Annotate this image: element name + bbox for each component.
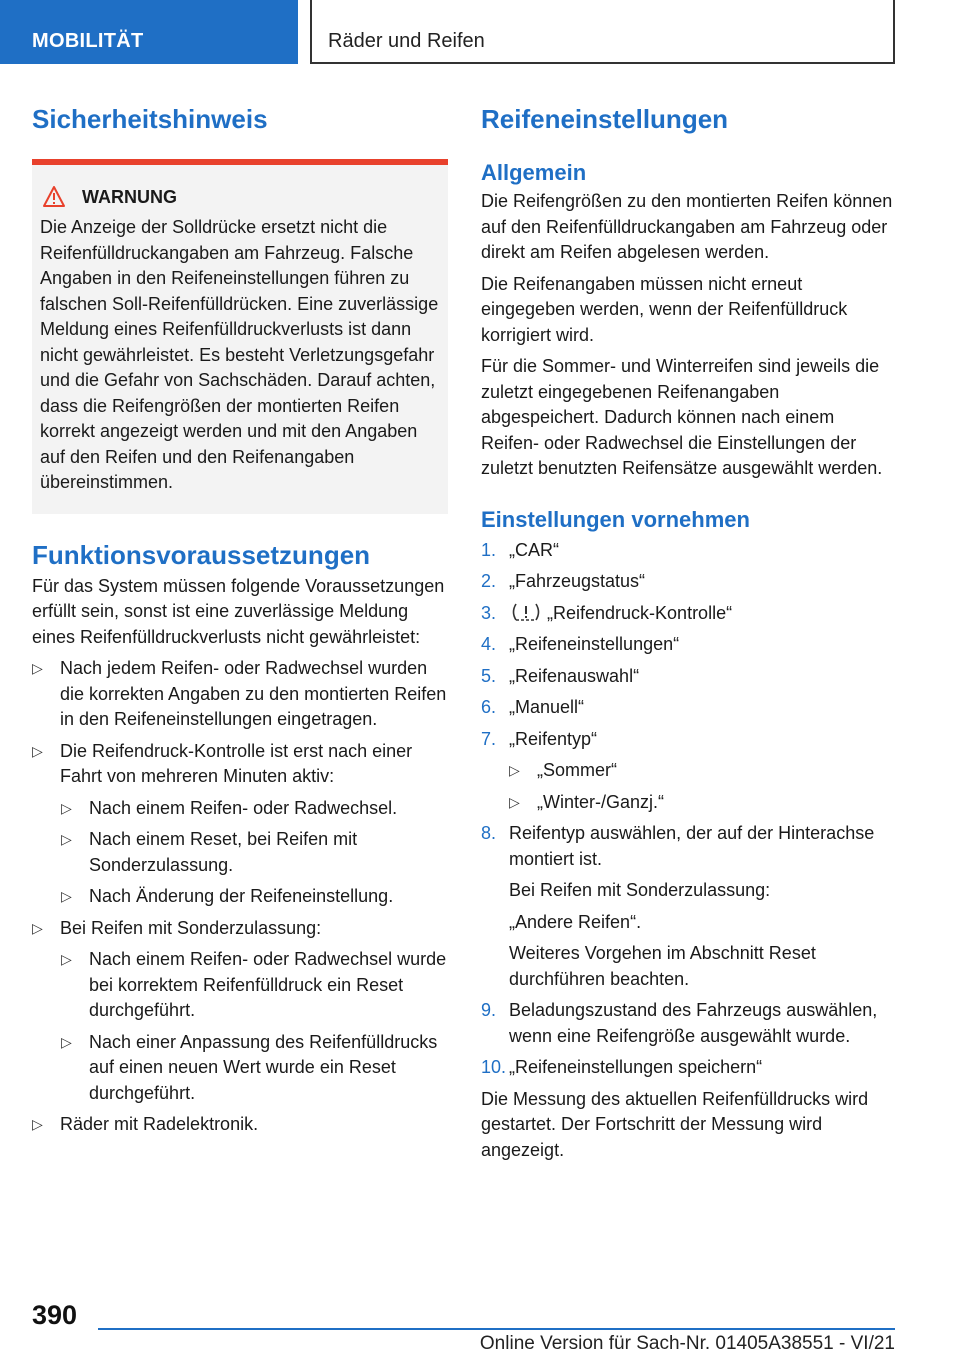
list-item xyxy=(32,1112,448,1138)
bullet-triangle-icon: ▷ xyxy=(61,888,72,904)
list-item-text: Nach einem Reset, bei Reifen mit Sonderzulassung. xyxy=(89,829,358,875)
bullet-triangle-icon: ▷ xyxy=(32,742,43,759)
section-tab: MOBILITÄT xyxy=(0,0,298,64)
bullet-triangle-icon: ▷ xyxy=(61,831,72,847)
list-item xyxy=(32,656,448,733)
list-item xyxy=(32,947,448,1024)
bullet-triangle-icon: ▷ xyxy=(32,1116,43,1132)
list-item-text: Nach einem Reifen- oder Radwechsel wurde bei korrektem Reifenfülldruck ein Reset durchgeführt. xyxy=(89,949,447,1020)
page-number: 390 xyxy=(32,1300,78,1330)
closing-paragraph: Die Messung des aktuellen Reifenfülldrucks wird gestartet. Der Fortschritt der Messung wird angezeigt. xyxy=(481,1088,869,1160)
step-item xyxy=(481,632,897,658)
bullet-triangle-icon: ▷ xyxy=(61,799,72,816)
general-paragraph: Die Reifenangaben müssen nicht erneut eingegeben werden, wenn der Reifenfülldruck korrigiert wird. xyxy=(481,273,848,345)
step-number: 4. xyxy=(481,634,497,654)
warning-text: Die Anzeige der Solldrücke ersetzt nicht die Reifenfülldruckangaben am Fahrzeug. Falsche Angaben in den Reifeneinstellungen führen zu falschen Soll-Reifenfülldrücken. Eine zuverlässige Meldung eines Reifenfülldruckverlusts ist dann nicht gewährleistet. Es besteht Verletzungsgefahr und die Gefahr von Sachschäden. Darauf achten, dass die Reifengrößen der montierten Reifen korrekt angezeigt werden und mit den Angaben auf den Reifen und den Reifenangaben übereinstimmen. xyxy=(40,217,439,492)
list-item xyxy=(32,884,448,910)
bullet-triangle-icon: ▷ xyxy=(61,951,72,967)
list-item-text: Nach einem Reifen- oder Radwechsel. xyxy=(89,797,398,818)
step-number: 5. xyxy=(481,665,497,686)
step-item xyxy=(481,569,897,595)
list-item-text: Nach jedem Reifen- oder Radwechsel wurden die korrekten Angaben zu den montierten Reifen in den Reifeneinstellungen eingetragen. xyxy=(60,658,447,729)
step-item xyxy=(481,601,897,627)
list-item xyxy=(32,739,448,790)
list-item-text: Die Reifendruck-Kontrolle ist erst nach einer Fahrt von mehreren Minuten aktiv: xyxy=(60,740,413,786)
func-intro: Für das System müssen folgende Voraussetzungen erfüllt sein, sonst ist eine zuverlässige Meldung eines Reifenfülldruckverlusts nicht gewährleistet: xyxy=(32,575,445,647)
footer-divider xyxy=(98,1328,895,1330)
step-text: „Reifentyp“ xyxy=(509,728,598,749)
step-number: 3. xyxy=(481,602,497,623)
bullet-triangle-icon: ▷ xyxy=(61,1033,72,1050)
step-item xyxy=(481,538,897,564)
warning-triangle-icon xyxy=(42,185,82,209)
step-text: „Reifeneinstellungen“ xyxy=(509,634,680,654)
step-item xyxy=(481,821,897,872)
list-item xyxy=(32,796,448,822)
step-item xyxy=(481,727,897,753)
step-note: Weiteres Vorgehen im Abschnitt Reset durchführen beachten. xyxy=(509,943,816,989)
step-item xyxy=(481,1055,897,1081)
settings-section-heading: Reifeneinstellungen xyxy=(481,104,729,134)
left-column xyxy=(32,100,448,1138)
func-heading: Funktionsvoraussetzungen xyxy=(32,539,371,570)
step-number: 6. xyxy=(481,697,497,717)
list-item-text: Räder mit Radelektronik. xyxy=(60,1114,259,1134)
step-text: Reifentyp auswählen, der auf der Hinterachse montiert ist. xyxy=(509,823,875,869)
bullet-triangle-icon: ▷ xyxy=(32,660,43,676)
step-text: Beladungszustand des Fahrzeugs auswählen, wenn eine Reifengröße ausgewählt wurde. xyxy=(509,1000,878,1046)
list-item-text: Nach einer Anpassung des Reifenfülldrucks auf einen neuen Wert wurde ein Reset durchgeführt. xyxy=(89,1031,438,1103)
tire-pressure-warning-icon xyxy=(509,601,543,623)
step-text: „Reifenauswahl“ xyxy=(509,665,640,686)
step-text: „Fahrzeugstatus“ xyxy=(509,571,646,591)
chapter-title: Räder und Reifen xyxy=(310,0,895,64)
footer-version-text: Online Version für Sach-Nr. 01405A38551 - VI/21 xyxy=(479,1333,895,1354)
general-paragraph: Für die Sommer- und Winterreifen sind jeweils die zuletzt eingegebenen Reifenangaben abgespeichert. Dadurch können nach einem Reifen- oder Radwechsel die Einstellungen der zuletzt benutzten Reifensätze ausgewählt werden. xyxy=(481,356,883,478)
warning-title-row xyxy=(40,185,440,209)
list-item xyxy=(32,827,448,878)
warning-title: WARNUNG xyxy=(82,187,177,207)
step-number: 7. xyxy=(481,728,497,749)
step-text: „Reifendruck-Kontrolle“ xyxy=(547,602,733,623)
right-column xyxy=(481,100,897,1163)
list-item-text: Nach Änderung der Reifeneinstellung. xyxy=(89,886,394,906)
step-number: 8. xyxy=(481,823,497,843)
step-item xyxy=(481,998,897,1049)
step-number: 2. xyxy=(481,571,497,591)
list-item xyxy=(32,1030,448,1107)
bullet-triangle-icon: ▷ xyxy=(32,919,43,936)
step-text: „Reifeneinstellungen speichern“ xyxy=(509,1057,763,1077)
step-item xyxy=(481,664,897,690)
bullet-triangle-icon: ▷ xyxy=(509,762,520,778)
bullet-triangle-icon: ▷ xyxy=(509,793,520,810)
step-note: Bei Reifen mit Sonderzulassung: xyxy=(509,880,771,900)
list-item-text: „Winter-/Ganzj.“ xyxy=(537,791,665,812)
list-item-text: „Sommer“ xyxy=(537,760,617,780)
settings-steps-heading: Einstellungen vornehmen xyxy=(481,506,750,532)
list-item xyxy=(481,790,897,816)
step-text: „CAR“ xyxy=(509,539,559,560)
step-number: 1. xyxy=(481,539,497,560)
general-paragraph: Die Reifengrößen zu den montierten Reifen können auf den Reifenfülldruckangaben am Fahrzeug oder direkt am Reifen abgelesen werden. xyxy=(481,191,893,262)
list-item xyxy=(32,916,448,942)
safety-heading: Sicherheitshinweis xyxy=(32,104,268,134)
step-text: „Manuell“ xyxy=(509,697,585,717)
step-note: „Andere Reifen“. xyxy=(509,911,642,932)
warning-box xyxy=(32,159,448,514)
step-number: 10. xyxy=(481,1057,507,1077)
step-number: 9. xyxy=(481,1000,497,1020)
general-heading: Allgemein xyxy=(481,160,587,185)
step-item xyxy=(481,695,897,721)
list-item xyxy=(481,758,897,784)
list-item-text: Bei Reifen mit Sonderzulassung: xyxy=(60,917,322,938)
